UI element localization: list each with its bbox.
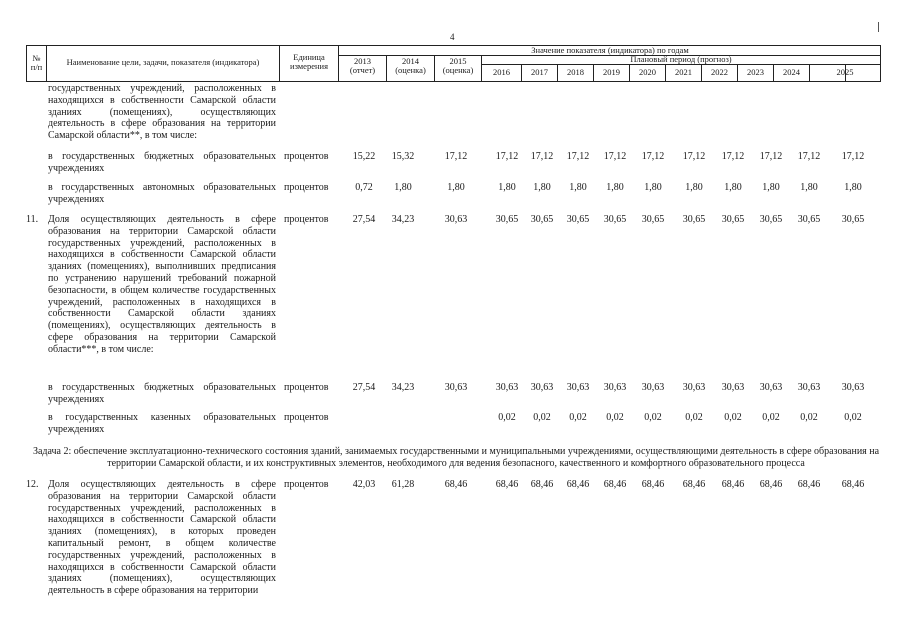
value-2021: 30,65 [682,214,706,225]
value-2023: 30,65 [759,214,783,225]
value-2024: 1,80 [800,182,818,193]
value-2018: 1,80 [569,182,587,193]
value-2013: 42,03 [352,479,376,490]
value-2017: 30,65 [530,214,554,225]
header-year-2016: 2016 [493,67,510,77]
value-2023: 1,80 [762,182,780,193]
header-year-2015: 2015 (оценка) [442,56,474,76]
header-year-2013: 2013 (отчет) [349,56,376,76]
value-2018: 68,46 [566,479,590,490]
value-2018: 30,63 [566,382,590,393]
value-2024: 30,65 [797,214,821,225]
value-2020: 30,63 [641,382,665,393]
value-2020: 68,46 [641,479,665,490]
value-2013: 27,54 [352,382,376,393]
scan-mark [878,22,879,32]
value-2018: 0,02 [569,412,587,423]
value-2016: 1,80 [498,182,516,193]
value-2025: 30,65 [841,214,865,225]
value-2016: 30,65 [495,214,519,225]
header-num: № п/п [30,53,43,73]
header-year-2021: 2021 [675,67,692,77]
header-year-2018: 2018 [567,67,584,77]
header-planned-title: Плановый период (прогноз) [630,54,732,64]
value-2021: 30,63 [682,382,706,393]
indicator-unit: процентов [284,412,329,423]
value-2025: 68,46 [841,479,865,490]
value-2016: 30,63 [495,382,519,393]
value-2025: 1,80 [844,182,862,193]
value-2017: 0,02 [533,412,551,423]
header-year-2017: 2017 [531,67,548,77]
task-heading: Задача 2: обеспечение эксплуатационно-технического состояния зданий, занимаемых государственными и муниципальными учреждениями, осуществляющими деятельность в сфере образования на территории Самарской области, и их конструктивных элементов, необходимого для ведения безопасного, качественного и комфортного образовательного процесса [32,446,880,470]
value-2015: 30,63 [444,382,468,393]
value-2015: 68,46 [444,479,468,490]
value-2019: 17,12 [603,151,627,162]
indicator-name: государственных учреждений, расположенных в находящихся в собственности Самарской области зданиях (помещениях), осуществляющих деятельность в сфере образования на территории Самарской области**, в том числе: [48,83,276,142]
indicator-name: в государственных казенных образовательных учреждениях [48,412,276,435]
value-2024: 30,63 [797,382,821,393]
value-2014: 1,80 [394,182,412,193]
value-2025: 17,12 [841,151,865,162]
value-2021: 1,80 [685,182,703,193]
value-2022: 0,02 [724,412,742,423]
value-2013: 27,54 [352,214,376,225]
value-2014: 34,23 [391,214,415,225]
value-2022: 1,80 [724,182,742,193]
header-values-title: Значение показателя (индикатора) по годам [531,45,689,55]
value-2024: 68,46 [797,479,821,490]
value-2017: 30,63 [530,382,554,393]
value-2020: 30,65 [641,214,665,225]
value-2022: 17,12 [721,151,745,162]
value-2016: 68,46 [495,479,519,490]
value-2025: 0,02 [844,412,862,423]
value-2019: 30,63 [603,382,627,393]
value-2019: 68,46 [603,479,627,490]
value-2021: 0,02 [685,412,703,423]
value-2023: 30,63 [759,382,783,393]
indicator-unit: процентов [284,182,329,193]
indicator-name: в государственных бюджетных образовательных учреждениях [48,151,276,174]
page-number: 4 [450,32,455,42]
value-2021: 17,12 [682,151,706,162]
header-year-2025: 2025 [836,67,854,77]
header-year-2023: 2023 [747,67,764,77]
header-year-2019: 2019 [603,67,620,77]
value-2019: 1,80 [606,182,624,193]
value-2023: 68,46 [759,479,783,490]
value-2022: 68,46 [721,479,745,490]
value-2023: 17,12 [759,151,783,162]
header-year-2020: 2020 [639,67,656,77]
indicator-unit: процентов [284,151,329,162]
indicator-unit: процентов [284,382,329,393]
value-2019: 0,02 [606,412,624,423]
value-2018: 30,65 [566,214,590,225]
header-year-2022: 2022 [711,67,728,77]
indicator-name: Доля осуществляющих деятельность в сфере образования на территории Самарской области государственных учреждений, расположенных в находящихся в собственности Самарской области зданиях (помещениях), выполнивших предписания по устранению нарушений требований пожарной безопасности, в общем количестве государственных учреждений, расположенных в находящихся в собственности Самарской области зданиях (помещениях), осуществляющих деятельность в сфере образования на территории Самарской области***, в том числе: [48,214,276,355]
value-2021: 68,46 [682,479,706,490]
value-2015: 30,63 [444,214,468,225]
value-2023: 0,02 [762,412,780,423]
indicator-unit: процентов [284,214,329,225]
header-year-2014: 2014 (оценка) [395,56,426,76]
value-2019: 30,65 [603,214,627,225]
value-2014: 61,28 [391,479,415,490]
value-2015: 1,80 [447,182,465,193]
value-2017: 1,80 [533,182,551,193]
value-2025: 30,63 [841,382,865,393]
value-2016: 17,12 [495,151,519,162]
value-2018: 17,12 [566,151,590,162]
value-2017: 17,12 [530,151,554,162]
value-2014: 34,23 [391,382,415,393]
indicator-name: в государственных бюджетных образовательных учреждениях [48,382,276,405]
value-2024: 0,02 [800,412,818,423]
header-unit: Единица измерения [290,52,328,72]
value-2022: 30,65 [721,214,745,225]
value-2013: 0,72 [355,182,373,193]
value-2020: 17,12 [641,151,665,162]
value-2024: 17,12 [797,151,821,162]
value-2013: 15,22 [352,151,376,162]
indicator-name: Доля осуществляющих деятельность в сфере образования на территории Самарской области государственных учреждений, расположенных в находящихся в собственности Самарской области зданиях (помещениях), в которых проведен капитальный ремонт, в общем количестве государственных учреждений, расположенных в находящихся в собственности Самарской области зданиях (помещениях), осуществляющих деятельность в сфере образования на территории [48,479,276,597]
value-2020: 1,80 [644,182,662,193]
value-2015: 17,12 [444,151,468,162]
value-2022: 30,63 [721,382,745,393]
value-2014: 15,32 [391,151,415,162]
header-year-2024: 2024 [783,67,800,77]
value-2020: 0,02 [644,412,662,423]
indicator-name: в государственных автономных образовательных учреждениях [48,182,276,205]
table-header [26,45,881,82]
header-name: Наименование цели, задачи, показателя (индикатора) [66,57,260,67]
indicator-unit: процентов [284,479,329,490]
value-2016: 0,02 [498,412,516,423]
value-2017: 68,46 [530,479,554,490]
row-number: 12. [26,479,39,490]
row-number: 11. [26,214,39,225]
